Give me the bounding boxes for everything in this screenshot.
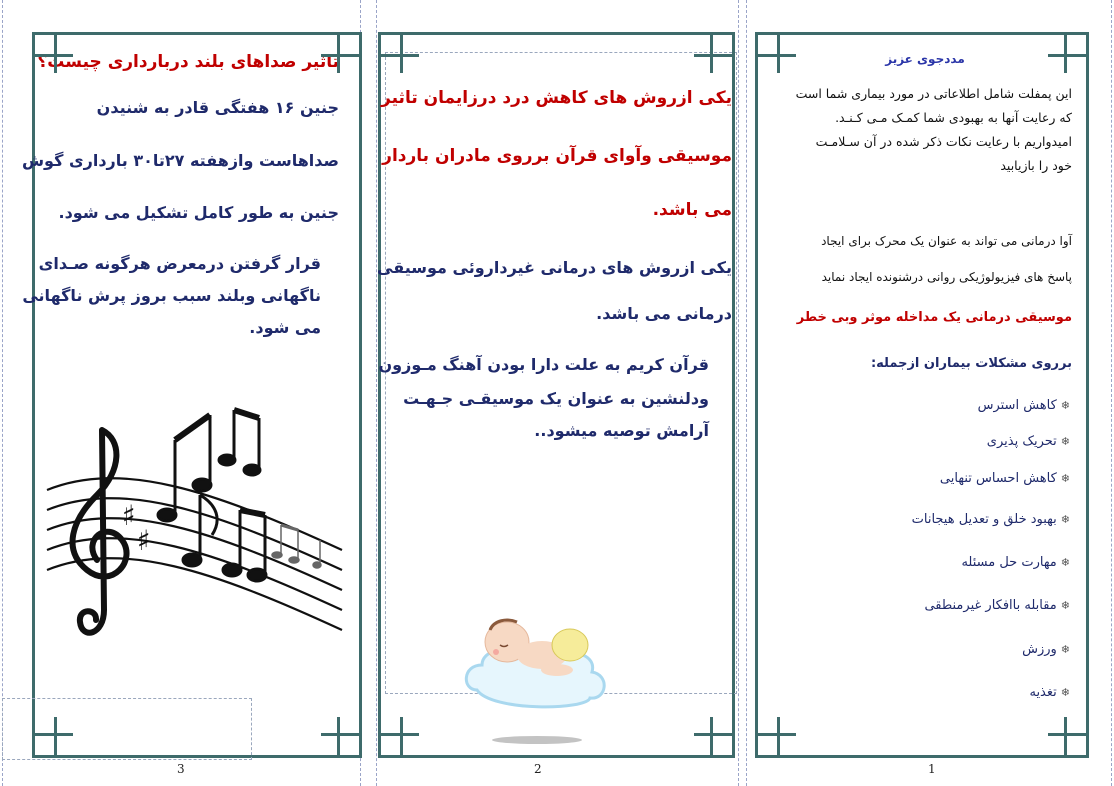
panel-1-intro-line: خود را بازیابید — [1000, 158, 1072, 173]
frame-corner-ornament — [378, 716, 420, 758]
frame-corner-ornament — [755, 32, 797, 74]
bullet-icon: ❄ — [1060, 513, 1070, 526]
frame-corner-ornament — [320, 716, 362, 758]
bullet-label: کاهش احساس تنهایی — [939, 471, 1057, 486]
page-separator — [376, 0, 377, 786]
music-notes-illustration — [42, 400, 347, 670]
svg-text:♯: ♯ — [122, 499, 136, 532]
bullet-item — [961, 555, 1070, 570]
panel-3-para2-line: می شود. — [249, 318, 321, 337]
panel-3-para1-line: جنین ۱۶ هفتگی قادر به شنیدن — [96, 98, 339, 117]
frame-corner-ornament — [693, 32, 735, 74]
page-number-1: 1 — [928, 762, 936, 776]
bullet-icon: ❄ — [1060, 599, 1070, 612]
bullet-label: تحریک پذیری — [986, 434, 1057, 449]
panel-1-effects-title: برروی مشکلات بیماران ازجمله: — [870, 356, 1072, 371]
bullet-label: کاهش استرس — [977, 398, 1057, 413]
page-number-2: 2 — [534, 762, 542, 776]
panel-2-red-line: می باشد. — [652, 200, 732, 220]
panel-1-intro-line: که رعایت آنها به بهبودی شما کمـک مـی کـنـد. — [835, 110, 1072, 125]
bullet-label: تغذیه — [1029, 685, 1057, 700]
bullet-item — [1029, 685, 1070, 700]
frame-corner-ornament — [32, 32, 74, 74]
panel-1-intro-line: امیدواریم با رعایت نکات ذکر شده در آن سـلامـت — [815, 134, 1072, 149]
bullet-label: مهارت حل مسئله — [961, 555, 1057, 570]
panel-2-para2-line: آرامش توصیه میشود.. — [534, 421, 709, 440]
panel-2-para2-line: ودلنشین به عنوان یک موسیقـی جـهـت — [403, 389, 709, 408]
panel-2-red-line: موسیقی وآوای قرآن برروی مادران باردار — [382, 146, 732, 166]
panel-2-para1-line: یکی ازروش های درمانی غیرداروئی موسیقی — [377, 258, 732, 277]
bullet-icon: ❄ — [1060, 435, 1070, 448]
bullet-icon: ❄ — [1060, 399, 1070, 412]
bullet-icon: ❄ — [1060, 472, 1070, 485]
frame-corner-ornament — [693, 716, 735, 758]
panel-3-para1-line: صداهاست وازهفته ۲۷تا۳۰ بارداری گوش — [21, 151, 339, 170]
bullet-item — [978, 398, 1070, 413]
bullet-item — [912, 512, 1070, 527]
page-separator — [746, 0, 747, 786]
panel-3-para1-line: جنین به طور کامل تشکیل می شود. — [58, 203, 339, 222]
frame-corner-ornament — [1047, 716, 1089, 758]
bullet-item — [940, 471, 1070, 486]
frame-corner-ornament — [755, 716, 797, 758]
frame-corner-ornament — [32, 716, 74, 758]
page-separator — [1111, 0, 1112, 786]
svg-text:♯: ♯ — [137, 524, 151, 557]
panel-1-intro-line: این پمفلت شامل اطلاعاتی در مورد بیماری شما است — [795, 86, 1072, 101]
panel-2-para2-line: قرآن کریم به علت دارا بودن آهنگ مـوزون — [378, 355, 709, 374]
bullet-icon: ❄ — [1060, 556, 1070, 569]
panel-3-para2-line: قرار گرفتن درمعرض هرگونه صـدای — [38, 254, 321, 273]
panel-2-red-line: یکی ازروش های کاهش درد درزایمان تاثیر — [381, 88, 732, 108]
panel-3-para2-line: ناگهانی وبلند سبب بروز پرش ناگهانی — [22, 286, 321, 305]
bullet-icon: ❄ — [1060, 686, 1070, 699]
bullet-item — [987, 434, 1070, 449]
frame-corner-ornament — [1047, 32, 1089, 74]
panel-1-red-line: موسیقی درمانی یک مداخله موثر وبی خطر — [796, 310, 1072, 325]
panel-1-heading: مددجوی عزیز — [885, 52, 965, 66]
panel-1-para-line: آوا درمانی می تواند به عنوان یک محرک برای ایجاد — [821, 234, 1072, 248]
panel-1-para-line: پاسخ های فیزیولوژیکی روانی درشنونده ایجاد نماید — [821, 270, 1072, 284]
frame-corner-ornament — [320, 32, 362, 74]
bullet-label: بهبود خلق و تعدیل هیجانات — [911, 512, 1057, 527]
bullet-item — [1022, 642, 1070, 657]
page-number-3: 3 — [177, 762, 185, 776]
bullet-label: مقابله باافکار غیرمنطقی — [924, 598, 1057, 613]
bullet-icon: ❄ — [1060, 643, 1070, 656]
bullet-item — [924, 598, 1070, 613]
page-separator — [738, 0, 739, 786]
panel-2-para1-line: درمانی می باشد. — [596, 304, 732, 323]
page-separator — [2, 0, 3, 786]
panel-3-title: تاثیر صداهای بلند دربارداری چیست؟ — [37, 52, 339, 72]
bullet-label: ورزش — [1022, 642, 1057, 657]
frame-corner-ornament — [378, 32, 420, 74]
sleeping-baby-illustration — [462, 600, 612, 750]
